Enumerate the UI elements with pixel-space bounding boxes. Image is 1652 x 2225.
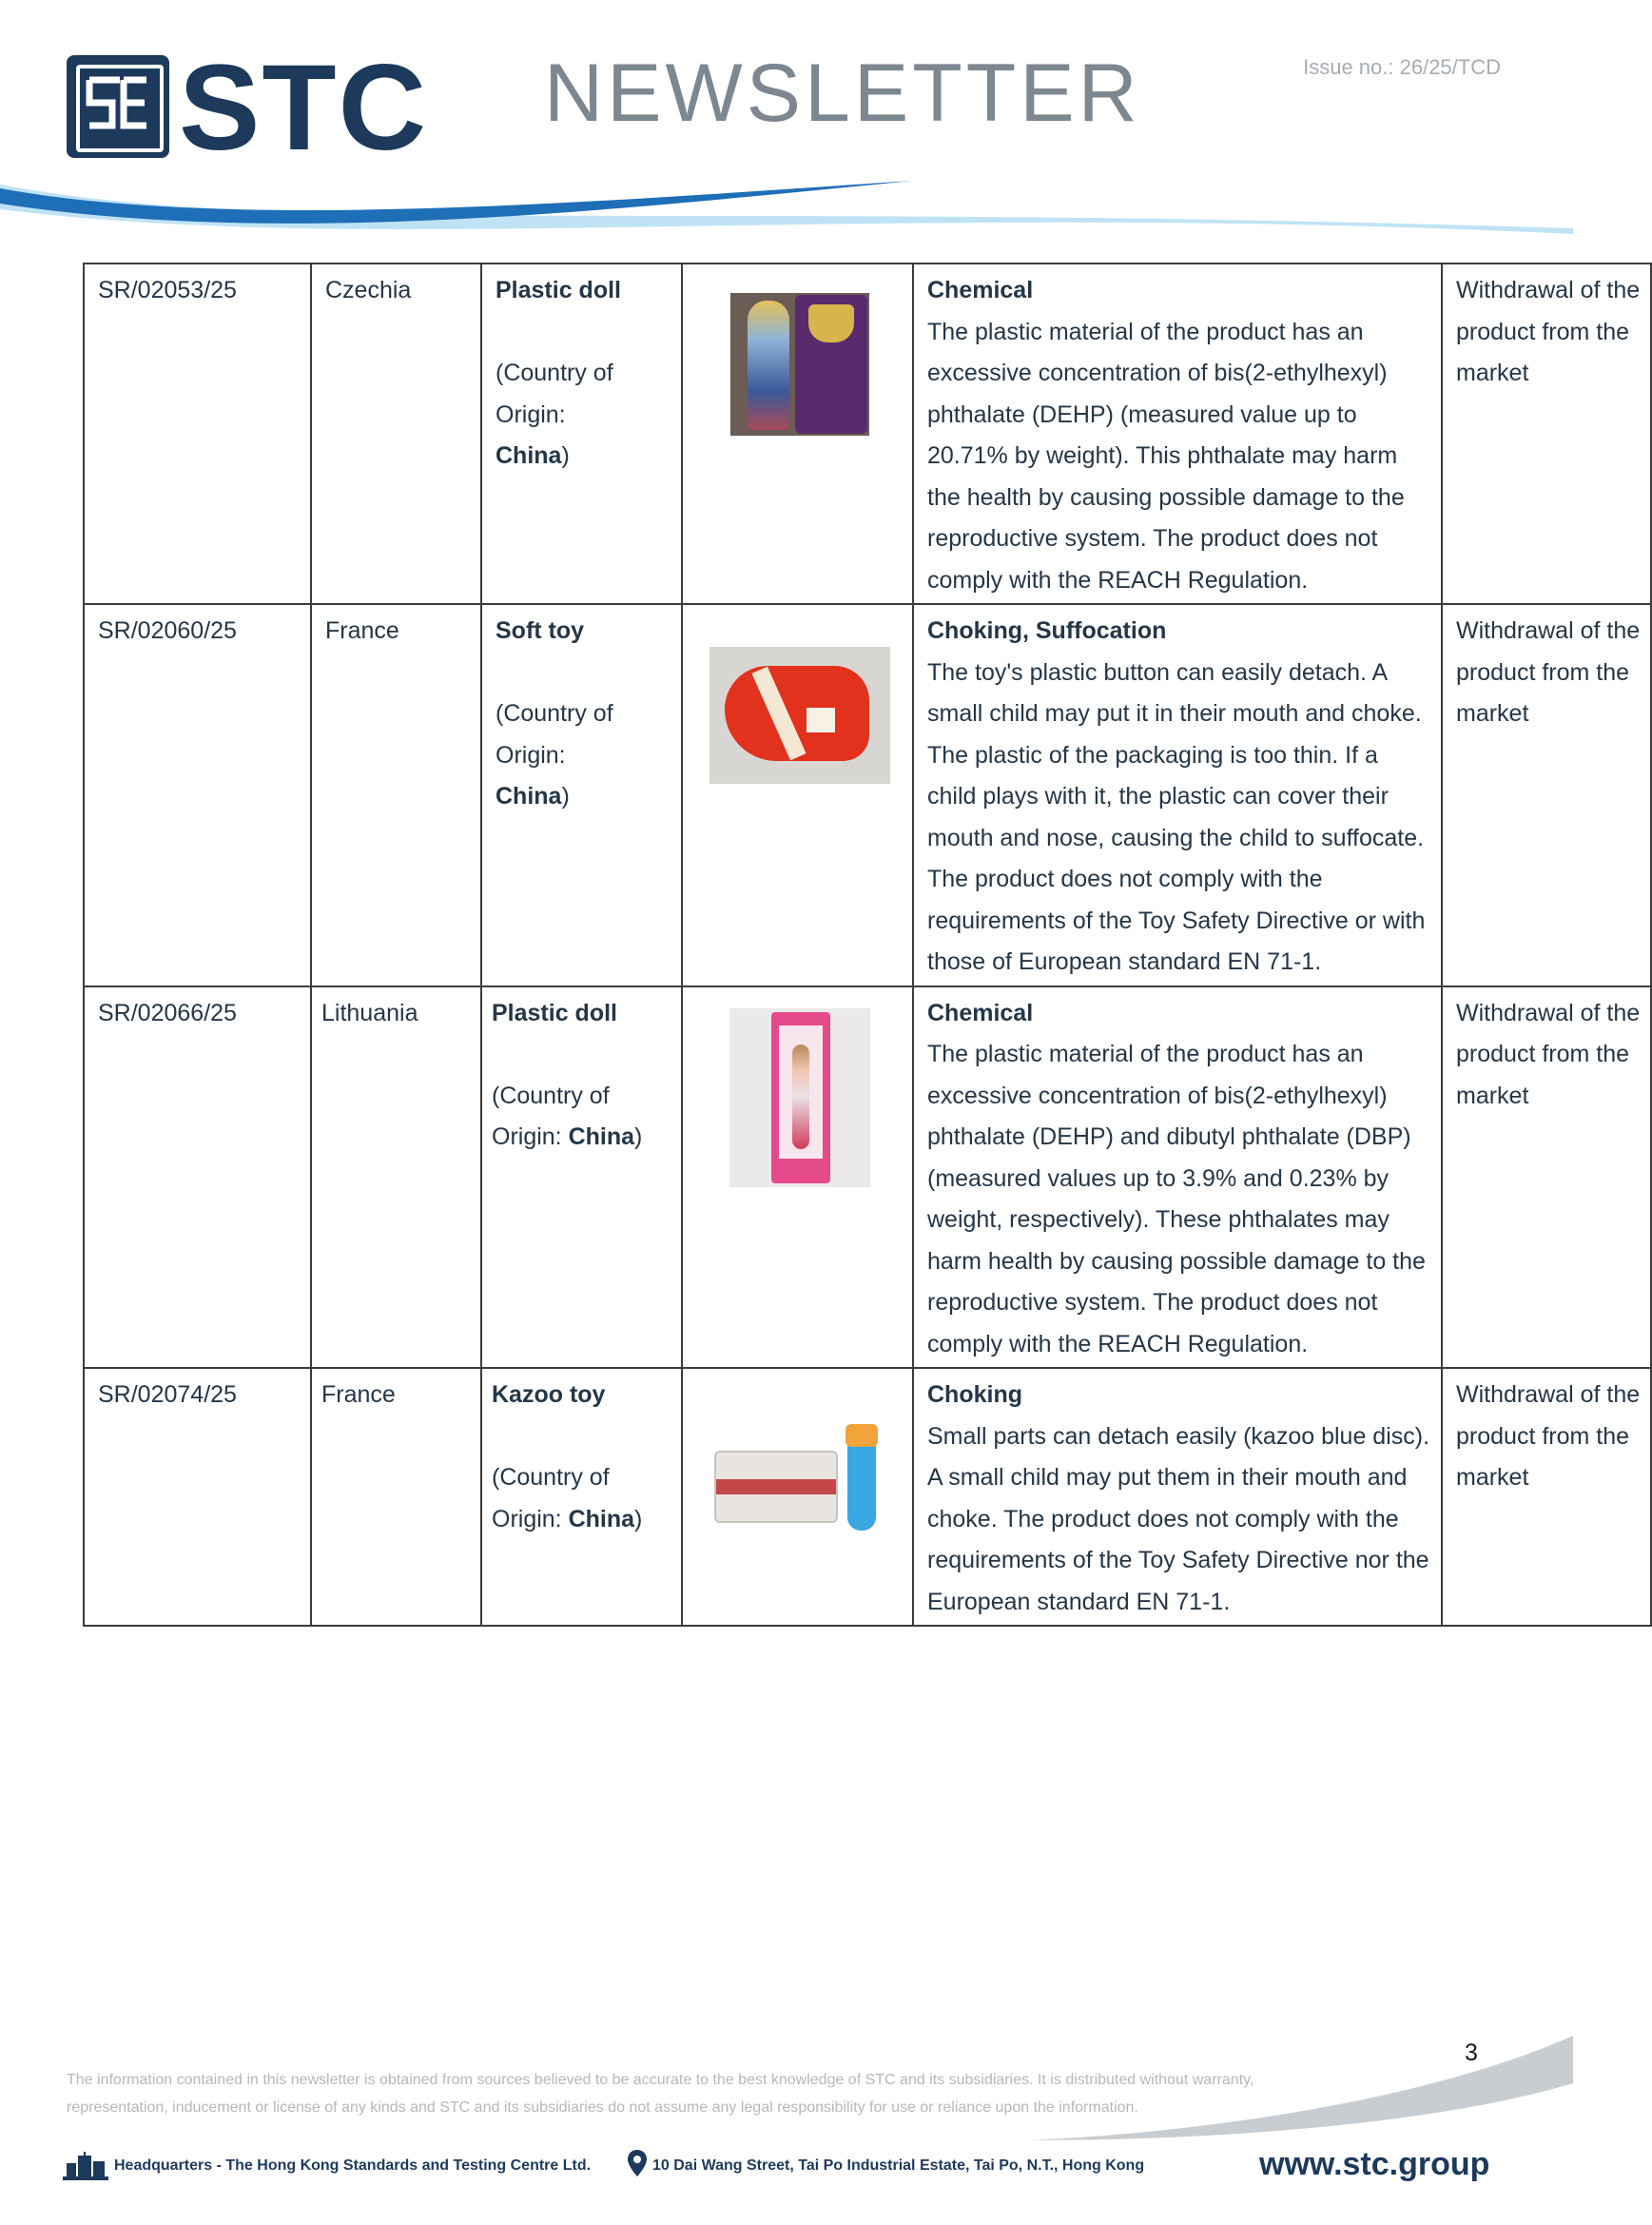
country-cell: Lithuania (311, 986, 481, 1369)
stc-logo (67, 40, 447, 176)
table-row (84, 1368, 1651, 1626)
risk-description: The plastic material of the product has an excessive concentration of bis(2-ethylhexyl) phthalate (DEHP) and dibutyl phthalate (DBP) (measured values up to 3.9% and 0.23% by weight, respectively). These phthalates may harm health by causing possible damage to the reproductive system. The product does not comply with the REACH Regulation. (927, 1041, 1426, 1357)
origin-label: (Country of (496, 360, 613, 386)
origin-label: (Country of (492, 1464, 610, 1491)
building-icon (63, 2152, 108, 2180)
origin-label-2: Origin: (496, 400, 566, 428)
kazoo-photo (714, 1424, 885, 1531)
website-link[interactable]: www.stc.group (1259, 2146, 1490, 2182)
origin-close: ) (561, 783, 570, 810)
ref-cell: SR/02053/25 (84, 263, 311, 604)
origin-close: ) (634, 1123, 643, 1150)
product-cell (481, 986, 682, 1369)
image-cell (682, 263, 913, 604)
image-cell (682, 986, 913, 1369)
recall-table (83, 263, 1652, 1627)
headquarters-text: Headquarters - The Hong Kong Standards and Testing Centre Ltd. (114, 2157, 592, 2174)
stc-logo-mark (67, 55, 169, 158)
origin-close: ) (634, 1505, 643, 1532)
product-name: Plastic doll (496, 277, 621, 303)
origin-country: China (496, 783, 562, 810)
product-cell (481, 604, 682, 986)
origin-country: China (568, 1505, 635, 1532)
origin-country: China (496, 442, 562, 469)
risk-type: Choking, Suffocation (927, 617, 1167, 644)
origin-close: ) (561, 442, 570, 469)
measure-cell: Withdrawal of the product from the market (1442, 986, 1651, 1369)
risk-description: Small parts can detach easily (kazoo blue disc). A small child may put them in their mouth and choke. The product does not comply with the requirements of the Toy Safety Directive nor the European standard EN 71-1. (927, 1422, 1430, 1615)
table-row (84, 986, 1651, 1369)
risk-type: Chemical (927, 277, 1034, 303)
risk-type: Choking (927, 1381, 1022, 1408)
risk-description: The plastic material of the product has an excessive concentration of bis(2-ethylhexyl) phthalate (DEHP) (measured value up to 20.71% by weight). This phthalate may harm the health by causing possible damage to the reproductive system. The product does not comply with the REACH Regulation. (927, 318, 1405, 594)
page-number: 3 (1465, 2040, 1478, 2066)
disclaimer: The information contained in this newsletter is obtained from sources believed to be accurate to the best knowledge of STC and its subsidiaries. It is distributed without warranty, representation, inducement or license of any kinds and STC and its subsidiaries do not assume any legal responsibility for use or reliance upon the information. (67, 2072, 1254, 2116)
footer-contact (63, 2146, 1508, 2184)
doll-photo (730, 293, 869, 436)
location-pin-icon (628, 2150, 647, 2176)
product-name: Kazoo toy (492, 1381, 606, 1408)
origin-label-2: Origin: (492, 1123, 569, 1150)
origin-label-2: Origin: (496, 741, 566, 769)
measure-cell: Withdrawal of the product from the market (1442, 263, 1651, 604)
risk-cell (913, 1368, 1442, 1626)
risk-cell (913, 263, 1442, 604)
risk-description: The toy's plastic button can easily detach. A small child may put it in their mouth and choke. The plastic of the packaging is too thin. If a child plays with it, the plastic can cover their mouth and nose, causing the child to suffocate. The product does not comply with the requirements of the Toy Safety Directive or with those of European standard EN 71-1. (927, 658, 1426, 975)
image-cell (682, 1368, 913, 1626)
country-cell: France (311, 604, 481, 986)
header-swoosh (0, 171, 1573, 247)
ref-cell: SR/02066/25 (84, 986, 311, 1369)
risk-cell (913, 604, 1442, 986)
risk-type: Chemical (927, 999, 1034, 1026)
origin-country: China (568, 1123, 635, 1150)
measure-cell: Withdrawal of the product from the market (1442, 1368, 1651, 1626)
origin-label: (Country of (492, 1082, 610, 1109)
ref-cell: SR/02060/25 (84, 604, 311, 986)
country-cell: Czechia (311, 263, 481, 604)
product-cell (481, 1368, 682, 1626)
product-name: Soft toy (496, 617, 585, 644)
issue-number: Issue no.: 26/25/TCD (1303, 55, 1501, 79)
logo-wordmark: STC (179, 40, 428, 176)
country-cell: France (311, 1368, 481, 1626)
table-row (84, 263, 1651, 604)
address-text: 10 Dai Wang Street, Tai Po Industrial Estate, Tai Po, N.T., Hong Kong (652, 2157, 1145, 2174)
measure-cell: Withdrawal of the product from the market (1442, 604, 1651, 986)
ref-cell: SR/02074/25 (84, 1368, 311, 1626)
newsletter-title: NEWSLETTER (544, 48, 1141, 139)
boxed-doll-photo (729, 1008, 870, 1187)
soft-toy-photo (709, 647, 890, 784)
table-row (84, 604, 1651, 986)
image-cell (682, 604, 913, 986)
product-cell (481, 263, 682, 604)
origin-label-2: Origin: (492, 1505, 569, 1532)
origin-label: (Country of (496, 700, 613, 727)
product-name: Plastic doll (492, 999, 617, 1026)
risk-cell (913, 986, 1442, 1369)
